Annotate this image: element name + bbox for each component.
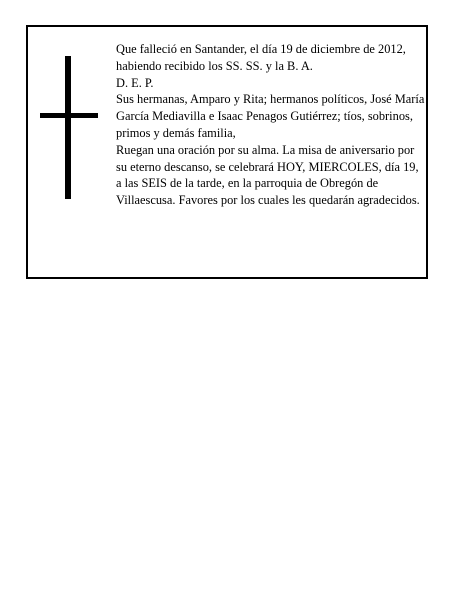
notice-intro: Que falleció en Santander, el día 19 de diciembre de 2012, habiendo recibido los SS. SS. y la B. A. <box>116 42 406 73</box>
death-notice <box>26 25 428 279</box>
cross-horizontal-bar <box>40 113 98 118</box>
notice-mass: Ruegan una oración por su alma. La misa de aniversario por su eterno descanso, se celebrará HOY, MIERCOLES, día 19, a las SEIS de la tarde, en la parroquia de Obregón de Villaescusa. Favores por los cuales les quedarán agradecidos. <box>116 142 420 208</box>
latin-cross-icon <box>40 56 98 199</box>
notice-text <box>116 41 426 209</box>
notice-dep: D. E. P. <box>116 75 154 90</box>
cross-vertical-bar <box>65 56 71 199</box>
notice-family: Sus hermanas, Amparo y Rita; hermanos políticos, José María García Mediavilla e Isaac Penagos Gutiérrez; tíos, sobrinos, primos y demás familia, <box>116 92 425 140</box>
